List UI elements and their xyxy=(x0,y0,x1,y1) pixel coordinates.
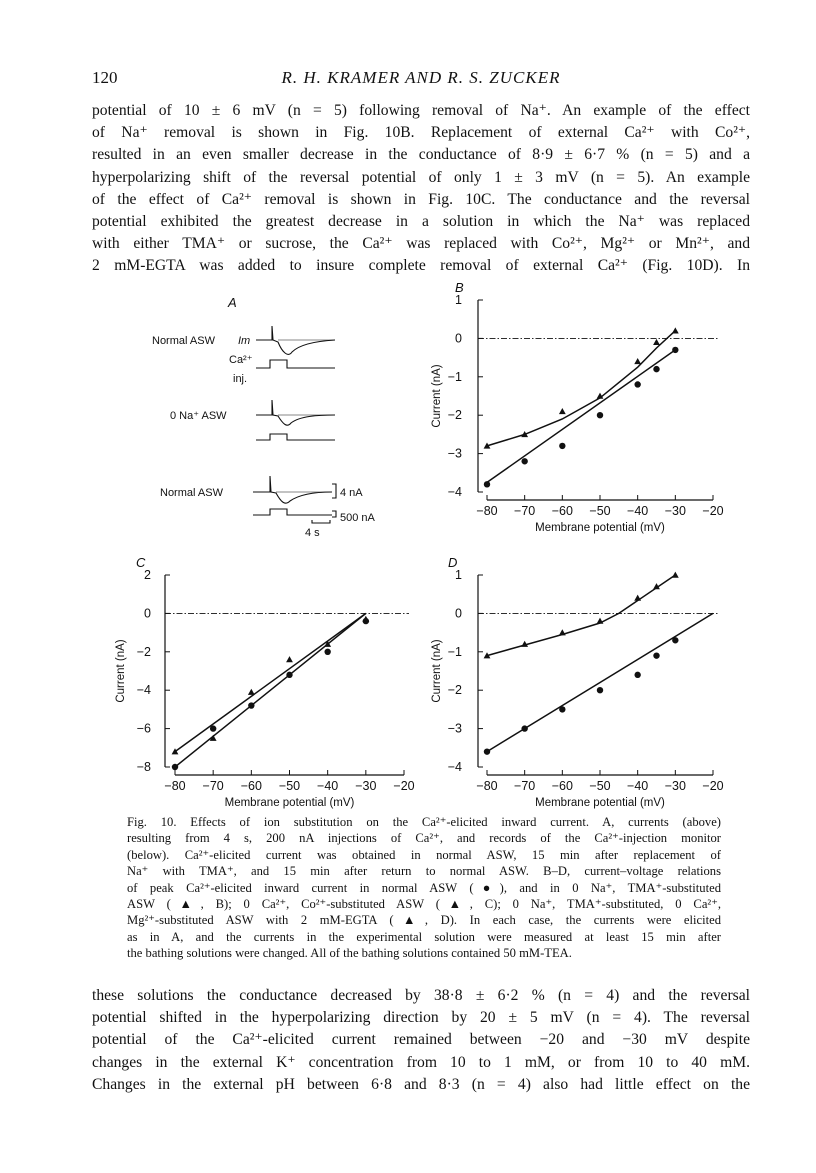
x-tick-label: −40 xyxy=(627,504,649,518)
injection-trace-1 xyxy=(256,360,335,368)
text-line: with either TMA⁺ or sucrose, the Ca²⁺ was replaced with Co²⁺, Mg²⁺ or Mn²⁺, and xyxy=(92,235,750,253)
current-trace-normal-2 xyxy=(253,476,332,503)
caption-line: of peak Ca²⁺-elicited inward current in normal ASW (●), and in 0 Na⁺, TMA⁺-substituted xyxy=(127,880,721,895)
data-point-circle xyxy=(484,481,490,487)
y-tick-label: −2 xyxy=(447,683,462,698)
y-tick-label: 2 xyxy=(144,568,151,582)
caption-line: resulting from 4 s, 200 nA injections of Ca²⁺, and records of the Ca²⁺-injection monitor xyxy=(127,831,721,846)
y-tick-label: 1 xyxy=(455,293,462,307)
data-point-triangle xyxy=(653,339,660,345)
y-tick-label: −1 xyxy=(447,644,462,659)
zero-na-label: 0 Na⁺ ASW xyxy=(170,410,227,422)
y-tick-label: −6 xyxy=(136,721,151,736)
x-tick-label: −50 xyxy=(589,779,611,793)
x-axis-label: Membrane potential (mV) xyxy=(535,797,665,809)
data-point-triangle xyxy=(597,618,604,624)
caption-line: ASW (▲, B); 0 Ca²⁺, Co²⁺-substituted ASW (▲, C); 0 Na⁺, TMA⁺-substituted, 0 Ca²⁺, xyxy=(127,896,721,911)
data-point-circle xyxy=(521,458,527,464)
panel-a-label: A xyxy=(228,295,237,310)
panel-b xyxy=(431,280,724,534)
x-tick-label: −60 xyxy=(240,779,262,793)
text-line: changes in the external K⁺ concentration from 10 to 1 mM, or from 10 to 40 mM. xyxy=(92,1053,750,1071)
panel-d xyxy=(431,555,724,809)
scale-time-label: 4 s xyxy=(305,527,320,539)
x-tick-label: −70 xyxy=(514,504,536,518)
data-point-circle xyxy=(248,702,254,708)
data-point-circle xyxy=(597,412,603,418)
fit-line-circle xyxy=(487,350,675,483)
data-point-circle xyxy=(597,687,603,693)
data-point-triangle xyxy=(634,595,641,601)
caption-line: Fig. 10. Effects of ion substitution on the Ca²⁺-elicited inward current. A, currents (above) xyxy=(127,815,721,829)
x-tick-label: −40 xyxy=(627,779,649,793)
data-point-triangle xyxy=(559,408,566,414)
x-tick-label: −70 xyxy=(514,779,536,793)
fit-line-circle xyxy=(487,613,713,751)
x-tick-label: −30 xyxy=(664,779,686,793)
y-tick-label: −4 xyxy=(447,485,462,499)
x-tick-label: −80 xyxy=(164,779,186,793)
data-point-circle xyxy=(653,366,659,372)
normal-asw-label: Normal ASW xyxy=(152,335,215,347)
y-tick-label: −4 xyxy=(136,683,151,698)
y-tick-label: −3 xyxy=(447,446,462,461)
data-point-circle xyxy=(521,725,527,731)
fit-line-circle xyxy=(175,613,366,767)
x-tick-label: −50 xyxy=(589,504,611,518)
x-tick-label: −50 xyxy=(278,779,301,793)
data-point-triangle xyxy=(362,616,369,622)
data-point-circle xyxy=(559,706,565,712)
panel-a xyxy=(152,295,376,539)
data-point-circle xyxy=(634,672,640,678)
y-axis-label: Current (nA) xyxy=(431,639,443,703)
x-tick-label: −60 xyxy=(551,779,573,793)
injection-trace-3 xyxy=(253,509,332,515)
x-tick-label: −40 xyxy=(317,779,339,793)
text-line: potential of the Ca²⁺-elicited current remained between −20 and −30 mV despite xyxy=(92,1031,750,1049)
paragraph-bottom xyxy=(92,985,750,1096)
panel-c xyxy=(115,555,415,809)
y-tick-label: −4 xyxy=(447,760,462,774)
y-tick-label: −1 xyxy=(447,369,462,384)
text-line: potential shifted in the hyperpolarizing direction by 20 ± 5 mV (n = 4). The reversal xyxy=(92,1009,750,1027)
x-tick-label: −20 xyxy=(702,779,724,793)
data-point-triangle xyxy=(672,572,679,578)
caption-line: Na⁺ with TMA⁺, and 15 min after return to normal ASW. B–D, current–voltage relations xyxy=(127,864,721,879)
data-point-circle xyxy=(172,764,178,770)
scale-bar-current xyxy=(332,484,336,498)
y-tick-label: −2 xyxy=(136,644,151,659)
scale-bar-injection xyxy=(332,511,336,517)
text-line: of the effect of Ca²⁺ removal is shown in Fig. 10C. The conductance and the reversal xyxy=(92,190,750,208)
text-line: of Na⁺ removal is shown in Fig. 10B. Replacement of external Ca²⁺ with Co²⁺, xyxy=(92,124,750,142)
x-tick-label: −80 xyxy=(476,504,498,518)
x-tick-label: −70 xyxy=(202,779,224,793)
panel-label: C xyxy=(136,555,146,570)
data-point-circle xyxy=(286,672,292,678)
injection-trace-2 xyxy=(256,434,335,440)
data-point-circle xyxy=(324,649,330,655)
normal-asw-label-2: Normal ASW xyxy=(160,487,223,499)
x-tick-label: −20 xyxy=(702,504,724,518)
data-point-triangle xyxy=(248,689,255,695)
data-point-triangle xyxy=(634,358,641,364)
y-tick-label: 0 xyxy=(455,331,462,346)
x-tick-label: −80 xyxy=(476,779,498,793)
ca-inj-label: Ca²⁺ xyxy=(229,354,253,366)
y-tick-label: 0 xyxy=(144,606,151,621)
scale-inj-label: 500 nA xyxy=(340,512,375,524)
page-number: 120 xyxy=(92,68,118,87)
caption-line: as in A, and the currents in the experimental solution were measured at least 15 min after xyxy=(127,929,721,944)
data-point-circle xyxy=(484,748,490,754)
x-axis-label: Membrane potential (mV) xyxy=(535,522,665,534)
data-point-circle xyxy=(672,347,678,353)
y-tick-label: −2 xyxy=(447,408,462,423)
data-point-circle xyxy=(672,637,678,643)
text-line: these solutions the conductance decreased by 38·8 ± 6·2 % (n = 4) and the reversal xyxy=(92,987,750,1004)
y-axis-label: Current (nA) xyxy=(115,639,127,703)
scale-current-label: 4 nA xyxy=(340,487,363,499)
scale-bar-time xyxy=(312,520,330,523)
current-trace-0na xyxy=(256,400,335,425)
data-point-circle xyxy=(634,381,640,387)
panel-label: D xyxy=(448,555,458,570)
text-line: resulted in an even smaller decrease in the conductance of 8·9 ± 6·7 % (n = 5) and a xyxy=(92,146,750,164)
x-tick-label: −30 xyxy=(355,779,377,793)
im-label: Im xyxy=(238,335,251,347)
data-point-triangle xyxy=(559,629,566,635)
y-tick-label: −8 xyxy=(136,760,151,774)
fit-line-triangle xyxy=(487,575,675,656)
y-tick-label: 0 xyxy=(455,606,462,621)
data-point-circle xyxy=(653,652,659,658)
figure-caption xyxy=(127,814,721,962)
text-line: Changes in the external pH between 6·8 and 8·3 (n = 4) also had little effect on the xyxy=(92,1075,750,1093)
fit-line-triangle xyxy=(487,331,675,446)
caption-line: the bathing solutions were changed. All of the bathing solutions contained 50 mM-TEA. xyxy=(127,946,572,961)
data-point-triangle xyxy=(672,327,679,333)
y-tick-label: 1 xyxy=(455,568,462,582)
y-axis-label: Current (nA) xyxy=(431,364,443,428)
x-tick-label: −60 xyxy=(551,504,573,518)
caption-line: (below). Ca²⁺-elicited current was obtained in normal ASW, 15 min after replacement of xyxy=(127,847,721,862)
fit-line-triangle xyxy=(175,613,366,751)
panel-label: B xyxy=(455,280,464,295)
inj-label: inj. xyxy=(233,373,248,385)
data-point-circle xyxy=(559,443,565,449)
x-tick-label: −20 xyxy=(393,779,415,793)
x-tick-label: −30 xyxy=(664,504,686,518)
data-point-triangle xyxy=(286,656,293,662)
text-line: potential exhibited the greatest decrease in a solution in which the Na⁺ was replaced xyxy=(92,212,750,230)
x-axis-label: Membrane potential (mV) xyxy=(224,797,355,809)
running-head: R. H. KRAMER AND R. S. ZUCKER xyxy=(281,68,561,87)
y-tick-label: −3 xyxy=(447,721,462,736)
text-line: hyperpolarizing shift of the reversal potential of only 1 ± 3 mV (n = 5). An example xyxy=(92,168,750,186)
caption-line: Mg²⁺-substituted ASW with 2 mM-EGTA (▲, D). In each case, the currents were elicited xyxy=(127,913,721,928)
text-line: potential of 10 ± 6 mV (n = 5) following removal of Na⁺. An example of the effect xyxy=(92,102,750,119)
text-line: 2 mM-EGTA was added to insure complete removal of external Ca²⁺ (Fig. 10D). In xyxy=(92,257,750,275)
